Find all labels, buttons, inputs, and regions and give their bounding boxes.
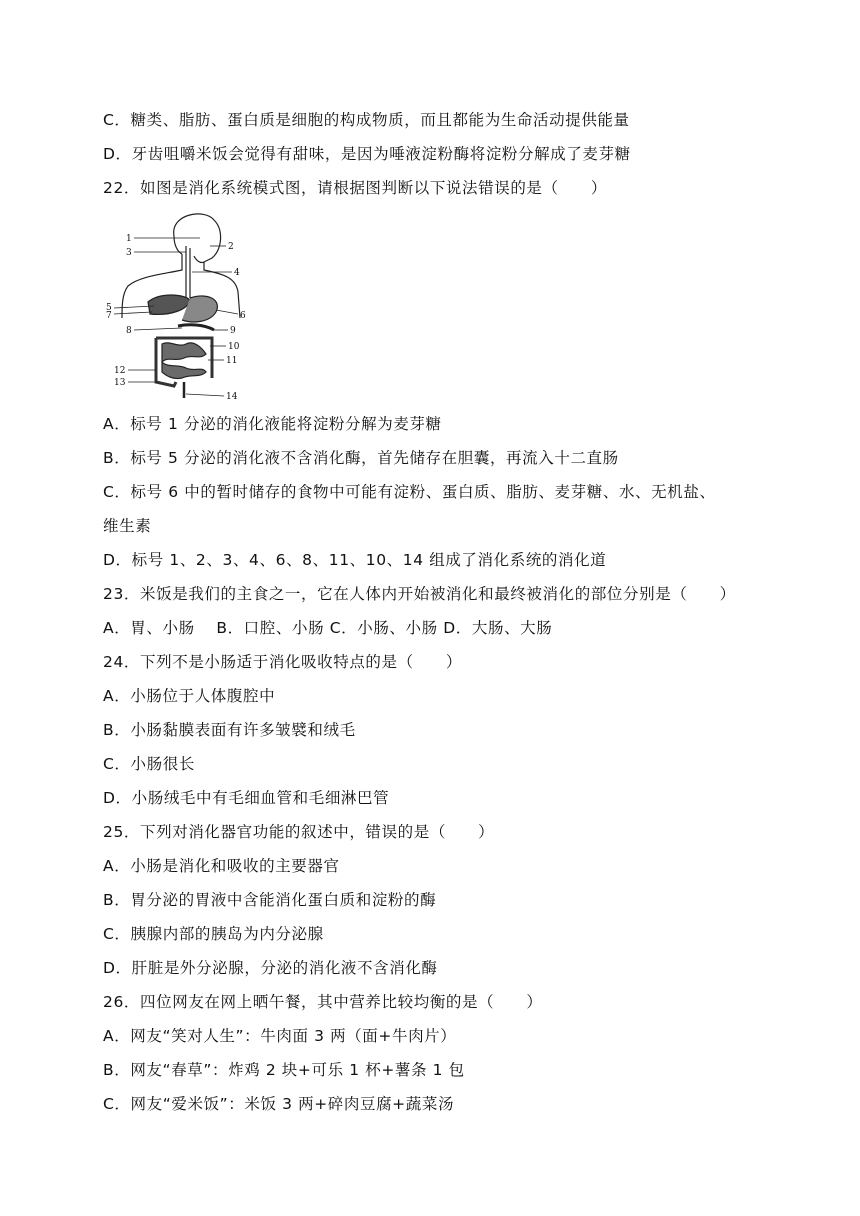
figure-label-4: 4 [234, 268, 240, 278]
figure-label-6: 6 [240, 311, 246, 321]
figure-label-13: 13 [114, 378, 126, 388]
question-22: 22．如图是消化系统模式图，请根据图判断以下说法错误的是（ ） [103, 179, 607, 197]
figure-label-5: 5 [106, 303, 112, 313]
option-25b: B．胃分泌的胃液中含能消化蛋白质和淀粉的酶 [103, 891, 437, 909]
option-24b: B．小肠黏膜表面有许多皱襞和绒毛 [103, 721, 356, 739]
option-25d: D．肝脏是外分泌腺，分泌的消化液不含消化酶 [103, 959, 438, 977]
option-25c: C．胰腺内部的胰岛为内分泌腺 [103, 925, 324, 943]
option-22d: D．标号 1、2、3、4、6、8、11、10、14 组成了消化系统的消化道 [103, 551, 607, 569]
figure-label-1: 1 [126, 234, 132, 244]
figure-label-8: 8 [126, 326, 132, 336]
figure-label-7: 7 [106, 311, 112, 321]
figure-label-2: 2 [228, 242, 234, 252]
figure-label-3: 3 [126, 248, 132, 258]
figure-label-9: 9 [230, 326, 236, 336]
figure-label-12: 12 [114, 366, 126, 376]
option-21c: C．糖类、脂肪、蛋白质是细胞的构成物质，而且都能为生命活动提供能量 [103, 111, 630, 129]
digestive-system-diagram [104, 206, 264, 404]
question-25: 25．下列对消化器官功能的叙述中，错误的是（ ） [103, 823, 495, 841]
figure-label-10: 10 [228, 342, 240, 352]
question-23: 23．米饭是我们的主食之一，它在人体内开始被消化和最终被消化的部位分别是（ ） [103, 585, 736, 603]
option-25a: A．小肠是消化和吸收的主要器官 [103, 857, 340, 875]
option-22c: C．标号 6 中的暂时储存的食物中可能有淀粉、蛋白质、脂肪、麦芽糖、水、无机盐、 [103, 483, 716, 501]
figure-label-14: 14 [226, 392, 238, 402]
option-22c-continued: 维生素 [103, 517, 152, 535]
option-21d: D．牙齿咀嚼米饭会觉得有甜味，是因为唾液淀粉酶将淀粉分解成了麦芽糖 [103, 145, 631, 163]
options-23: A．胃、小肠 B．口腔、小肠 C．小肠、小肠 D．大肠、大肠 [103, 619, 553, 637]
option-22a: A．标号 1 分泌的消化液能将淀粉分解为麦芽糖 [103, 415, 442, 433]
option-26c: C．网友“爱米饭”：米饭 3 两+碎肉豆腐+蔬菜汤 [103, 1095, 455, 1113]
option-22b: B．标号 5 分泌的消化液不含消化酶，首先储存在胆囊，再流入十二直肠 [103, 449, 619, 467]
option-26a: A．网友“笑对人生”：牛肉面 3 两（面+牛肉片） [103, 1027, 457, 1045]
option-26b: B．网友“春草”：炸鸡 2 块+可乐 1 杯+薯条 1 包 [103, 1061, 465, 1079]
figure-label-11: 11 [226, 356, 238, 366]
option-24a: A．小肠位于人体腹腔中 [103, 687, 276, 705]
option-24d: D．小肠绒毛中有毛细血管和毛细淋巴管 [103, 789, 390, 807]
question-24: 24．下列不是小肠适于消化吸收特点的是（ ） [103, 653, 463, 671]
question-26: 26．四位网友在网上晒午餐，其中营养比较均衡的是（ ） [103, 993, 543, 1011]
option-24c: C．小肠很长 [103, 755, 195, 773]
